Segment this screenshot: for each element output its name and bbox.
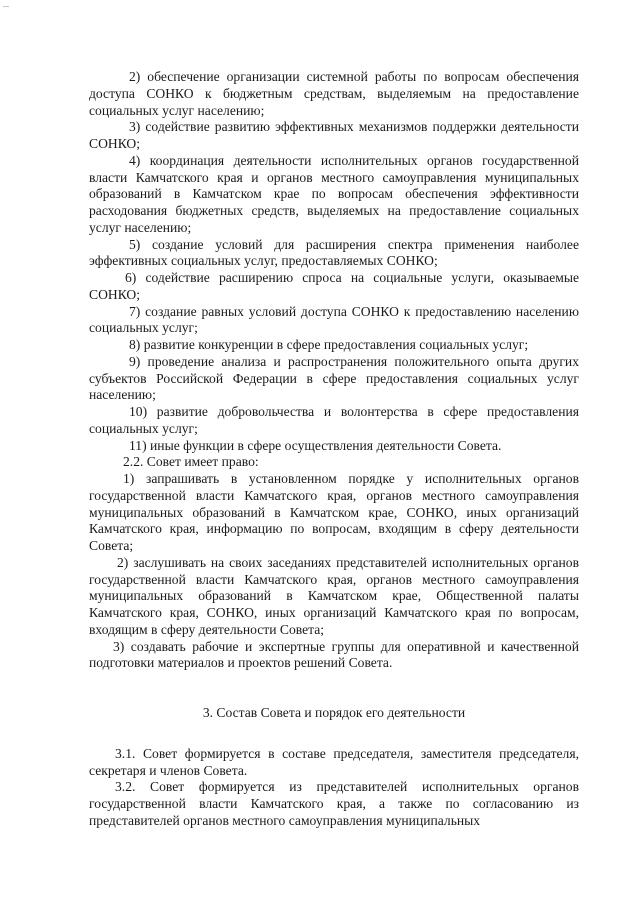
list-item: 8) развитие конкуренции в сфере предоставления социальных услуг; (129, 337, 529, 352)
section-title: 3. Состав Совета и порядок его деятельности (202, 705, 466, 720)
list-item: 11) иные функции в сфере осуществления деятельности Совета. (129, 437, 502, 453)
scan-mark (3, 6, 9, 7)
list-item: 2) обеспечение организации системной работы по вопросам обеспечения доступа СОНКО к бюджетным средствам, выделяемым на предоставление социальных услуг населению; (89, 69, 579, 118)
rights-item: 1) запрашивать в установленном порядке у исполнительных органов государственной власти Камчатского края, органов местного самоуправления муниципальных образований в Камчатском крае, СОНКО, иных организаций Камчатского края, информацию по вопросам, входящим в сферу деятельности Совета; (89, 471, 579, 553)
rights-heading: 2.2. Совет имеет право: (123, 454, 259, 470)
section-paragraph: 3.1. Совет формируется в составе председателя, заместителя председателя, секретаря и членов Совета. (89, 745, 579, 778)
rights-item: 3) создавать рабочие и экспертные группы для оперативной и качественной подготовки материалов и проектов решений Совета. (89, 638, 579, 671)
section-paragraph: 3.2. Совет формируется из представителей исполнительных органов государственной власти Камчатского края, а также по согласованию из представителей органов местного самоуправления муниципальных (89, 779, 579, 828)
list-item: 10) развитие добровольчества и волонтерства в сфере предоставления социальных услуг; (89, 404, 579, 436)
list-item: 5) создание условий для расширения спектра применения наиболее эффективных социальных услуг, предоставляемых СОНКО; (89, 236, 579, 269)
list-item: 7) создание равных условий доступа СОНКО к предоставлению населению социальных услуг; (89, 303, 579, 336)
document-body (89, 69, 579, 830)
list-item: 9) проведение анализа и распространения положительного опыта других субъектов Российской Федерации в сфере предоставления социальных услуг населению; (89, 353, 579, 403)
list-item: 3) содействие развитию эффективных механизмов поддержки деятельности СОНКО; (89, 119, 579, 151)
rights-item: 2) заслушивать на своих заседаниях представителей исполнительных органов государственной власти Камчатского края, органов местного самоуправления муниципальных образований в Камчатском крае, Общественной палаты Камчатского края, СОНКО, иных организаций Камчатского края по вопросам, входящим в сферу деятельности Совета; (89, 554, 579, 637)
list-item: 6) содействие расширению спроса на социальные услуги, оказываемые СОНКО; (89, 270, 579, 302)
list-item: 4) координация деятельности исполнительных органов государственной власти Камчатского края и органов местного самоуправления муниципальных образований в Камчатском крае по вопросам обеспечения эффективности расходования бюджетных средств, выделяемых на предоставление социальных услуг населению; (89, 152, 579, 235)
